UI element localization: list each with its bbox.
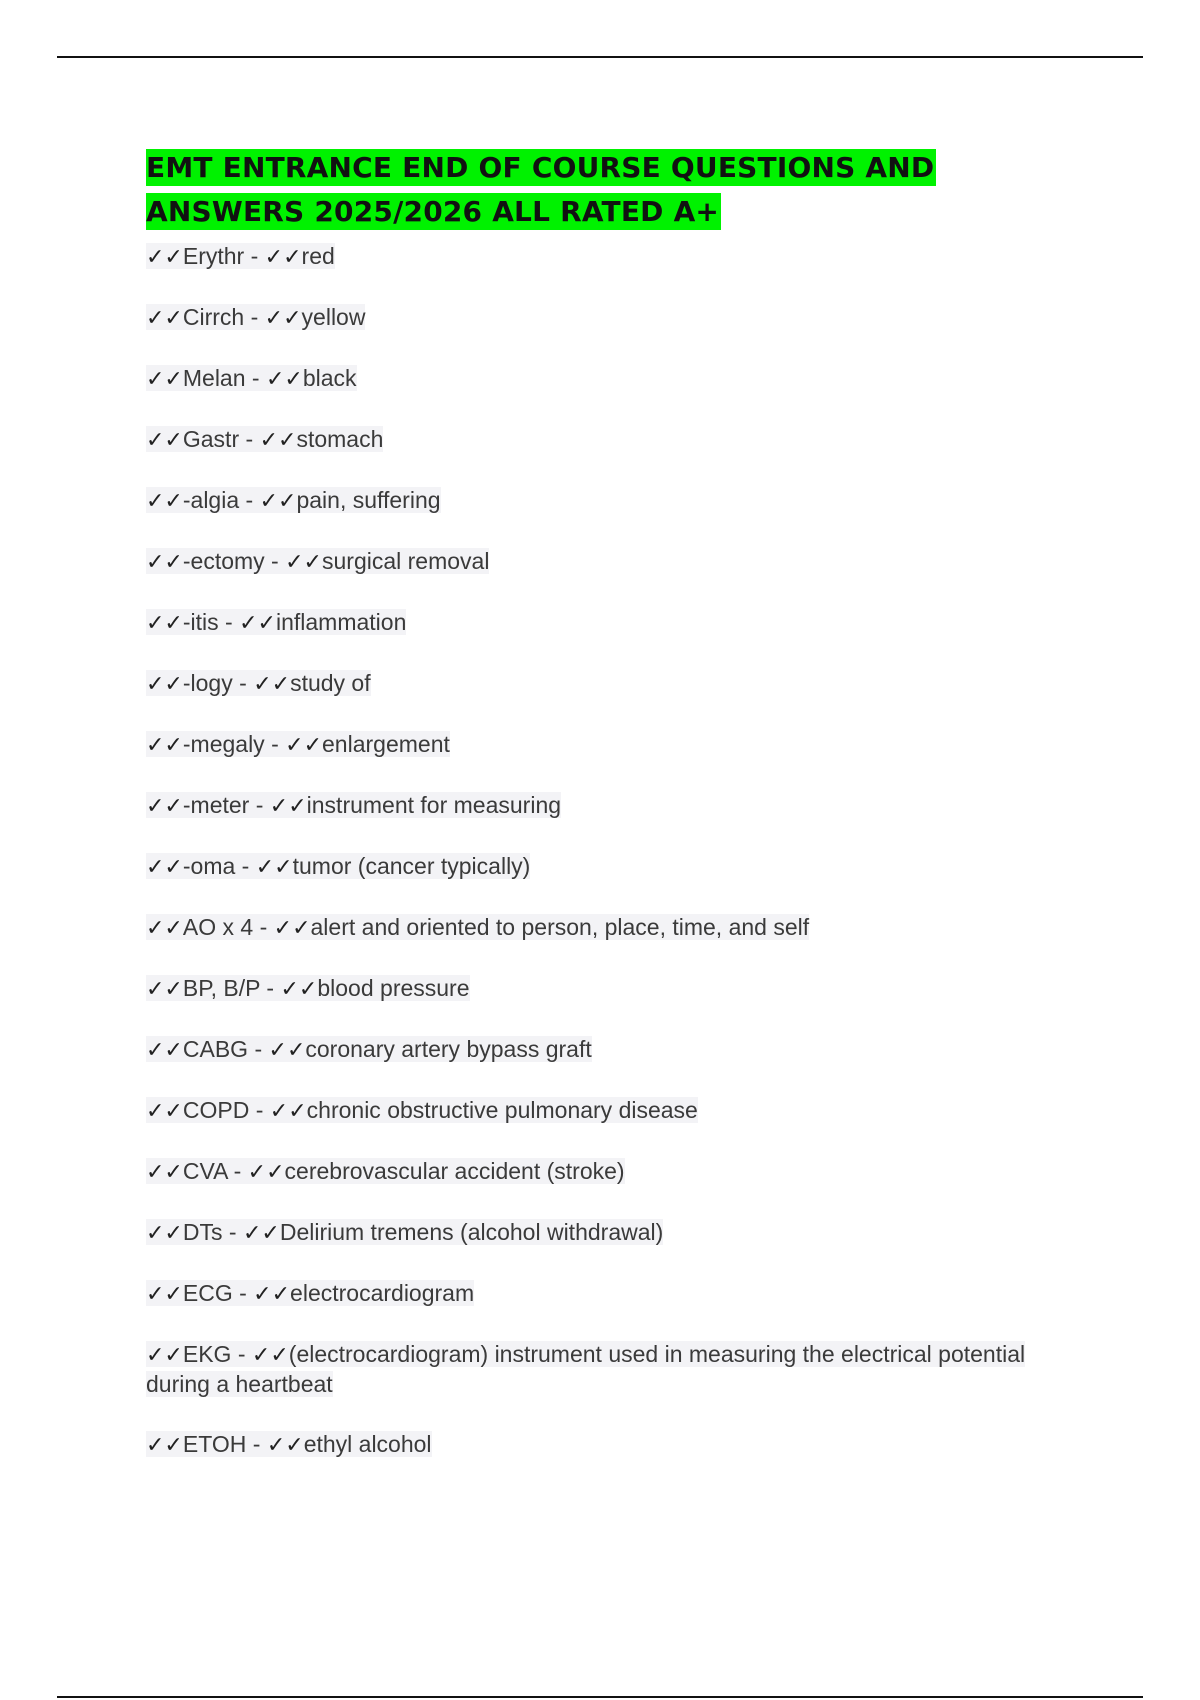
qa-separator: - (248, 1036, 269, 1062)
check-mark-icon: ✓✓ (146, 245, 183, 270)
check-mark-icon: ✓✓ (280, 977, 318, 1002)
qa-separator: - (264, 548, 286, 574)
qa-item-text (146, 1036, 592, 1062)
check-mark-icon: ✓✓ (146, 306, 183, 331)
check-mark-icon: ✓✓ (253, 1282, 291, 1307)
qa-item (146, 852, 1086, 882)
qa-separator: - (232, 670, 254, 696)
qa-item-text (146, 609, 406, 635)
check-mark-icon: ✓✓ (146, 672, 183, 697)
qa-item-text (146, 792, 561, 818)
qa-item (146, 486, 1086, 516)
qa-item-text (146, 731, 450, 757)
check-mark-icon: ✓✓ (265, 367, 303, 392)
qa-definition: stomach (296, 426, 384, 452)
check-mark-icon: ✓✓ (264, 245, 302, 270)
qa-separator: - (264, 731, 286, 757)
qa-separator: - (227, 1158, 248, 1184)
qa-term: AO x 4 (182, 914, 254, 940)
qa-item-text (146, 853, 530, 879)
qa-item-text (146, 914, 809, 940)
qa-separator: - (239, 426, 260, 452)
check-mark-icon: ✓✓ (251, 1343, 289, 1368)
qa-term: -ectomy (182, 548, 265, 574)
qa-separator: - (218, 609, 240, 635)
qa-item (146, 547, 1086, 577)
qa-item-text (146, 365, 357, 391)
qa-term: EKG (182, 1341, 232, 1367)
qa-item (146, 974, 1086, 1004)
check-mark-icon: ✓✓ (255, 855, 293, 880)
qa-separator: - (246, 1431, 267, 1457)
qa-term: Cirrch (182, 304, 245, 330)
qa-term: -logy (182, 670, 233, 696)
qa-term: Erythr (182, 243, 245, 269)
check-mark-icon: ✓✓ (146, 367, 183, 392)
qa-definition: coronary artery bypass graft (305, 1036, 592, 1062)
qa-definition: blood pressure (317, 975, 470, 1001)
qa-term: Melan (182, 365, 246, 391)
qa-separator: - (222, 1219, 243, 1245)
qa-term: -megaly (182, 731, 265, 757)
check-mark-icon: ✓✓ (259, 489, 297, 514)
check-mark-icon: ✓✓ (146, 489, 183, 514)
qa-item-text (146, 243, 335, 269)
qa-item (146, 1279, 1086, 1309)
qa-definition: red (301, 243, 335, 269)
qa-separator: - (249, 792, 270, 818)
qa-item-text (146, 1280, 474, 1306)
qa-item-text (146, 1341, 1025, 1397)
check-mark-icon: ✓✓ (146, 1221, 183, 1246)
check-mark-icon: ✓✓ (266, 1433, 304, 1458)
check-mark-icon: ✓✓ (264, 306, 302, 331)
qa-term: ECG (182, 1280, 233, 1306)
check-mark-icon: ✓✓ (273, 916, 311, 941)
qa-term: CABG (182, 1036, 249, 1062)
check-mark-icon: ✓✓ (146, 550, 183, 575)
bottom-rule (57, 1696, 1143, 1698)
qa-item-text (146, 670, 371, 696)
qa-item (146, 242, 1086, 272)
qa-item-text (146, 1219, 663, 1245)
check-mark-icon: ✓✓ (259, 428, 297, 453)
qa-definition: black (302, 365, 357, 391)
qa-definition: inflammation (275, 609, 407, 635)
qa-item (146, 730, 1086, 760)
qa-item-text (146, 975, 470, 1001)
qa-item-text (146, 304, 365, 330)
qa-item-text (146, 548, 489, 574)
qa-item (146, 364, 1086, 394)
check-mark-icon: ✓✓ (268, 1038, 306, 1063)
check-mark-icon: ✓✓ (146, 1160, 183, 1185)
check-mark-icon: ✓✓ (146, 855, 183, 880)
qa-item (146, 425, 1086, 455)
check-mark-icon: ✓✓ (146, 1343, 183, 1368)
qa-item (146, 1218, 1086, 1248)
qa-separator: - (244, 304, 265, 330)
qa-item (146, 913, 1086, 943)
qa-term: Gastr (182, 426, 240, 452)
qa-definition: cerebrovascular accident (stroke) (284, 1158, 625, 1184)
qa-term: ETOH (182, 1431, 247, 1457)
qa-separator: - (245, 365, 266, 391)
check-mark-icon: ✓✓ (253, 672, 291, 697)
qa-separator: - (235, 853, 256, 879)
qa-item (146, 1340, 1086, 1399)
qa-separator: - (239, 487, 260, 513)
check-mark-icon: ✓✓ (146, 1099, 183, 1124)
check-mark-icon: ✓✓ (242, 1221, 280, 1246)
qa-term: -oma (182, 853, 236, 879)
document-title-text: EMT ENTRANCE END OF COURSE QUESTIONS AND ANSWERS 2025/2026 ALL RATED A+ (146, 151, 935, 228)
qa-item-text (146, 426, 383, 452)
qa-definition: surgical removal (322, 548, 490, 574)
check-mark-icon: ✓✓ (146, 1282, 183, 1307)
top-rule (57, 56, 1143, 58)
qa-item (146, 1157, 1086, 1187)
check-mark-icon: ✓✓ (269, 794, 307, 819)
qa-term: -algia (182, 487, 240, 513)
qa-list (146, 242, 1086, 1460)
qa-item (146, 1096, 1086, 1126)
qa-separator: - (232, 1280, 254, 1306)
qa-definition: tumor (cancer typically) (292, 853, 531, 879)
qa-definition: (electrocardiogram) instrument used in measuring the electrical potential during a heartbeat (146, 1341, 1026, 1397)
check-mark-icon: ✓✓ (146, 733, 183, 758)
check-mark-icon: ✓✓ (146, 1038, 183, 1063)
qa-item (146, 1430, 1086, 1460)
qa-separator: - (231, 1341, 252, 1367)
check-mark-icon: ✓✓ (146, 428, 183, 453)
qa-definition: pain, suffering (296, 487, 441, 513)
document-title (146, 146, 1086, 234)
check-mark-icon: ✓✓ (146, 611, 183, 636)
qa-definition: enlargement (322, 731, 450, 757)
qa-item (146, 669, 1086, 699)
document-body (146, 146, 1086, 1491)
qa-definition: yellow (301, 304, 366, 330)
qa-definition: alert and oriented to person, place, time, and self (310, 914, 810, 940)
qa-term: COPD (182, 1097, 250, 1123)
qa-separator: - (244, 243, 265, 269)
qa-separator: - (260, 975, 281, 1001)
qa-term: BP, B/P (182, 975, 261, 1001)
qa-definition: study of (290, 670, 371, 696)
check-mark-icon: ✓✓ (146, 977, 183, 1002)
qa-separator: - (253, 914, 274, 940)
qa-term: -meter (182, 792, 250, 818)
qa-term: -itis (182, 609, 219, 635)
check-mark-icon: ✓✓ (146, 794, 183, 819)
qa-separator: - (249, 1097, 270, 1123)
qa-definition: ethyl alcohol (303, 1431, 432, 1457)
check-mark-icon: ✓✓ (247, 1160, 285, 1185)
qa-item (146, 1035, 1086, 1065)
qa-item-text (146, 1097, 698, 1123)
qa-definition: instrument for measuring (306, 792, 562, 818)
check-mark-icon: ✓✓ (269, 1099, 307, 1124)
qa-item-text (146, 1158, 625, 1184)
qa-definition: Delirium tremens (alcohol withdrawal) (279, 1219, 664, 1245)
qa-term: DTs (182, 1219, 223, 1245)
qa-term: CVA (182, 1158, 228, 1184)
qa-item-text (146, 487, 441, 513)
check-mark-icon: ✓✓ (285, 550, 322, 575)
qa-item (146, 608, 1086, 638)
qa-item (146, 303, 1086, 333)
qa-item-text (146, 1431, 432, 1457)
check-mark-icon: ✓✓ (285, 733, 323, 758)
check-mark-icon: ✓✓ (146, 1433, 183, 1458)
check-mark-icon: ✓✓ (146, 916, 183, 941)
qa-item (146, 791, 1086, 821)
check-mark-icon: ✓✓ (239, 611, 276, 636)
qa-definition: electrocardiogram (290, 1280, 475, 1306)
qa-definition: chronic obstructive pulmonary disease (306, 1097, 698, 1123)
